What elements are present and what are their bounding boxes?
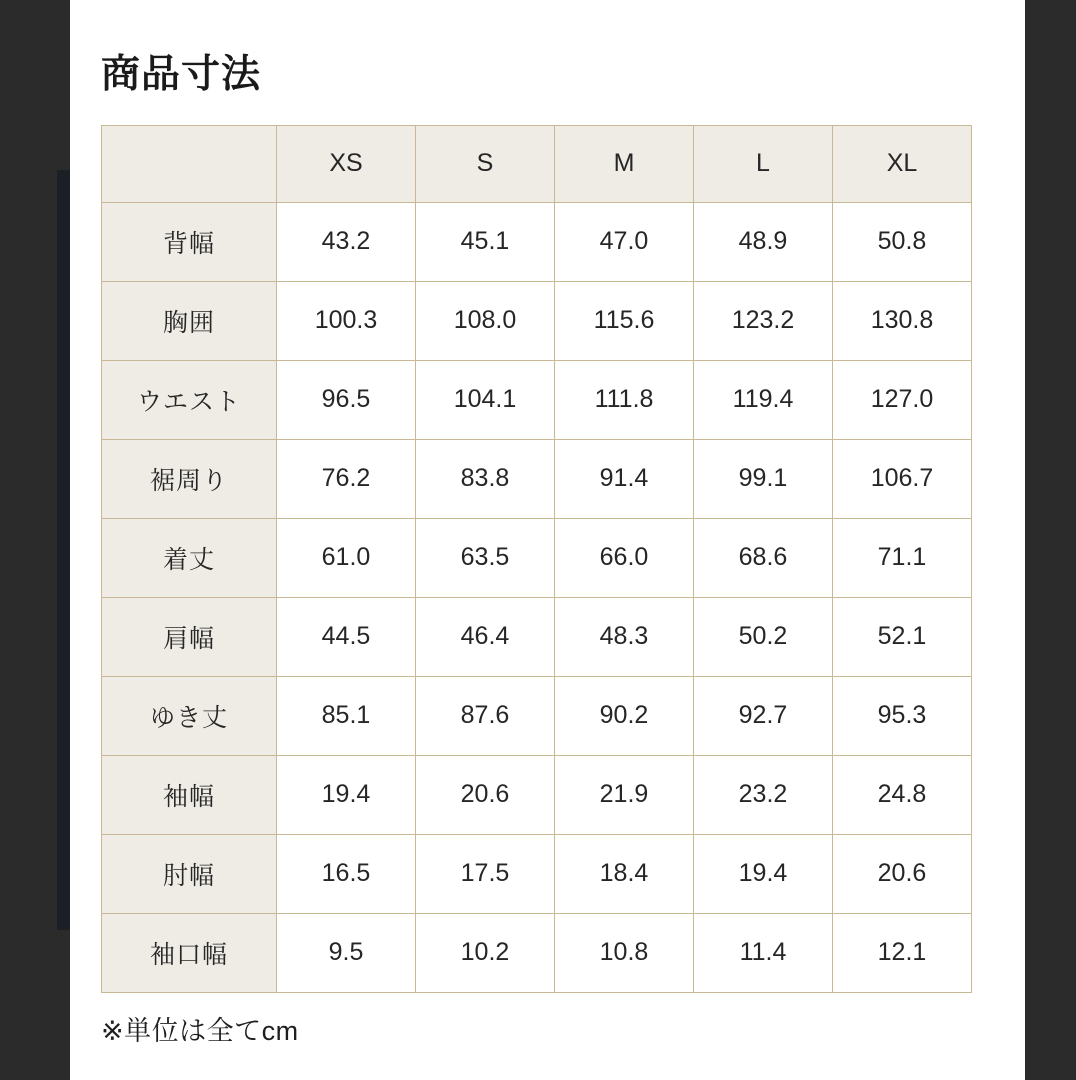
- table-cell: 63.5: [416, 518, 555, 597]
- table-cell: 104.1: [416, 360, 555, 439]
- table-cell: 119.4: [694, 360, 833, 439]
- table-cell: 19.4: [277, 755, 416, 834]
- row-header: 肘幅: [102, 834, 277, 913]
- table-cell: 106.7: [833, 439, 972, 518]
- table-corner-cell: [102, 125, 277, 202]
- table-cell: 16.5: [277, 834, 416, 913]
- column-header-s: S: [416, 125, 555, 202]
- table-cell: 23.2: [694, 755, 833, 834]
- column-header-xl: XL: [833, 125, 972, 202]
- column-header-xs: XS: [277, 125, 416, 202]
- table-cell: 66.0: [555, 518, 694, 597]
- table-cell: 21.9: [555, 755, 694, 834]
- row-header: 袖口幅: [102, 913, 277, 992]
- page-title: 商品寸法: [101, 53, 262, 96]
- table-cell: 11.4: [694, 913, 833, 992]
- table-cell: 100.3: [277, 281, 416, 360]
- row-header: 袖幅: [102, 755, 277, 834]
- table-cell: 90.2: [555, 676, 694, 755]
- table-row: [102, 913, 972, 992]
- row-header: 着丈: [102, 518, 277, 597]
- table-cell: 130.8: [833, 281, 972, 360]
- row-header: 肩幅: [102, 597, 277, 676]
- table-cell: 91.4: [555, 439, 694, 518]
- table-cell: 44.5: [277, 597, 416, 676]
- left-edge-strip: [57, 170, 70, 930]
- row-header: 胸囲: [102, 281, 277, 360]
- unit-note: ※単位は全てcm: [101, 1015, 299, 1046]
- table-cell: 95.3: [833, 676, 972, 755]
- table-cell: 10.2: [416, 913, 555, 992]
- table-cell: 108.0: [416, 281, 555, 360]
- table-row: [102, 834, 972, 913]
- table-cell: 52.1: [833, 597, 972, 676]
- table-cell: 47.0: [555, 202, 694, 281]
- column-header-l: L: [694, 125, 833, 202]
- table-cell: 76.2: [277, 439, 416, 518]
- table-cell: 96.5: [277, 360, 416, 439]
- table-cell: 46.4: [416, 597, 555, 676]
- table-row: [102, 518, 972, 597]
- table-header-row: [102, 125, 972, 202]
- table-cell: 71.1: [833, 518, 972, 597]
- table-cell: 111.8: [555, 360, 694, 439]
- table-cell: 61.0: [277, 518, 416, 597]
- table-cell: 19.4: [694, 834, 833, 913]
- page-content: [70, 0, 1025, 1048]
- table-cell: 92.7: [694, 676, 833, 755]
- table-row: [102, 281, 972, 360]
- table-body: [102, 202, 972, 992]
- left-backdrop: [0, 0, 70, 1080]
- table-cell: 24.8: [833, 755, 972, 834]
- table-cell: 12.1: [833, 913, 972, 992]
- table-cell: 115.6: [555, 281, 694, 360]
- table-row: [102, 755, 972, 834]
- table-cell: 85.1: [277, 676, 416, 755]
- row-header: 背幅: [102, 202, 277, 281]
- row-header: ウエスト: [102, 360, 277, 439]
- table-row: [102, 597, 972, 676]
- table-row: [102, 676, 972, 755]
- table-cell: 123.2: [694, 281, 833, 360]
- table-cell: 83.8: [416, 439, 555, 518]
- table-cell: 43.2: [277, 202, 416, 281]
- size-measurements-table: [101, 125, 972, 993]
- table-cell: 17.5: [416, 834, 555, 913]
- table-cell: 48.3: [555, 597, 694, 676]
- table-cell: 87.6: [416, 676, 555, 755]
- table-cell: 48.9: [694, 202, 833, 281]
- table-cell: 10.8: [555, 913, 694, 992]
- table-cell: 18.4: [555, 834, 694, 913]
- row-header: 裾周り: [102, 439, 277, 518]
- table-cell: 99.1: [694, 439, 833, 518]
- table-cell: 45.1: [416, 202, 555, 281]
- table-cell: 20.6: [416, 755, 555, 834]
- table-row: [102, 360, 972, 439]
- document-page: [70, 0, 1025, 1080]
- row-header: ゆき丈: [102, 676, 277, 755]
- table-row: [102, 439, 972, 518]
- table-cell: 50.8: [833, 202, 972, 281]
- table-cell: 68.6: [694, 518, 833, 597]
- table-cell: 127.0: [833, 360, 972, 439]
- column-header-m: M: [555, 125, 694, 202]
- table-row: [102, 202, 972, 281]
- table-cell: 20.6: [833, 834, 972, 913]
- table-cell: 50.2: [694, 597, 833, 676]
- table-cell: 9.5: [277, 913, 416, 992]
- right-backdrop: [1025, 0, 1076, 1080]
- table-header: [102, 125, 972, 202]
